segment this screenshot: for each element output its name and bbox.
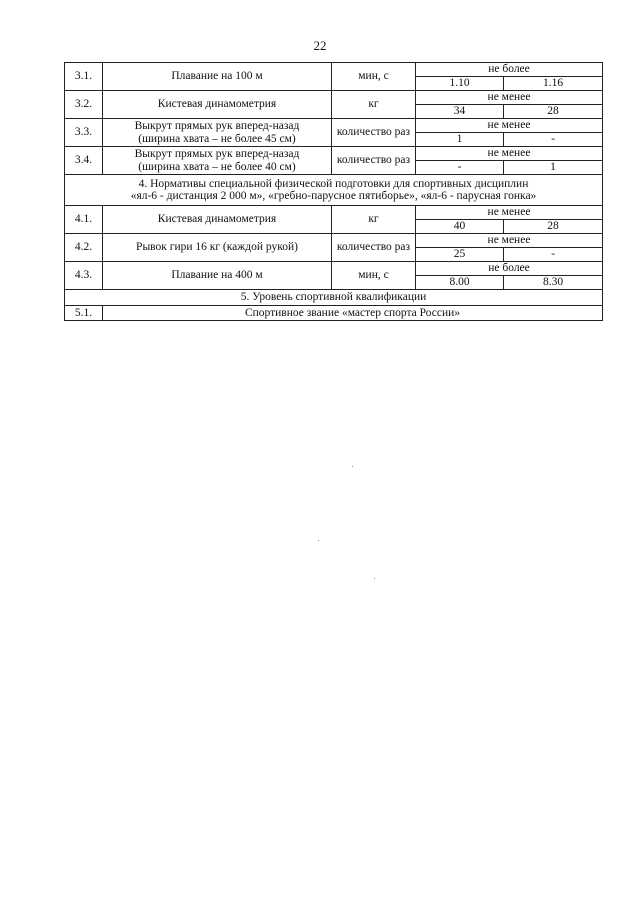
unit-cell: кг xyxy=(332,206,416,234)
table-row xyxy=(65,63,603,77)
value-cell: 34 xyxy=(416,105,504,119)
unit-cell: мин, с xyxy=(332,63,416,91)
table-row xyxy=(65,306,603,321)
qualification-text: Спортивное звание «мастер спорта России» xyxy=(103,306,603,321)
value-cell: 1.16 xyxy=(504,77,603,91)
row-number: 3.2. xyxy=(65,91,103,119)
table-row xyxy=(65,206,603,220)
exercise-name-line: (ширина хвата – не более 40 см) xyxy=(138,160,296,173)
row-number: 5.1. xyxy=(65,306,103,321)
value-cell: 1 xyxy=(416,133,504,147)
value-cell: - xyxy=(504,248,603,262)
condition-cell: не более xyxy=(416,262,603,276)
exercise-name: Рывок гири 16 кг (каждой рукой) xyxy=(103,234,332,262)
section-header-row xyxy=(65,175,603,206)
section-4-header xyxy=(65,175,603,206)
condition-cell: не более xyxy=(416,63,603,77)
exercise-name-line: Выкрут прямых рук вперед-назад xyxy=(134,148,300,161)
exercise-name xyxy=(103,147,332,175)
table-row xyxy=(65,262,603,276)
exercise-name xyxy=(103,119,332,147)
value-cell: 8.30 xyxy=(504,276,603,290)
row-number: 4.1. xyxy=(65,206,103,234)
table-row xyxy=(65,91,603,105)
row-number: 3.1. xyxy=(65,63,103,91)
unit-cell: количество раз xyxy=(332,234,416,262)
value-cell: 28 xyxy=(504,105,603,119)
section-5-header: 5. Уровень спортивной квалификации xyxy=(65,290,603,306)
row-number: 3.3. xyxy=(65,119,103,147)
condition-cell: не менее xyxy=(416,206,603,220)
unit-cell: кг xyxy=(332,91,416,119)
table-row xyxy=(65,147,603,161)
exercise-name: Плавание на 100 м xyxy=(103,63,332,91)
unit-cell: количество раз xyxy=(332,147,416,175)
value-cell: 25 xyxy=(416,248,504,262)
exercise-name: Плавание на 400 м xyxy=(103,262,332,290)
norms-table xyxy=(64,62,603,321)
section-4-line: «ял-6 - дистанция 2 000 м», «гребно-парусное пятиборье», «ял-6 - парусная гонка» xyxy=(130,190,537,202)
scan-speck xyxy=(318,540,319,541)
scan-speck xyxy=(352,466,353,467)
row-number: 3.4. xyxy=(65,147,103,175)
value-cell: 1.10 xyxy=(416,77,504,91)
table-row xyxy=(65,234,603,248)
condition-cell: не менее xyxy=(416,147,603,161)
condition-cell: не менее xyxy=(416,234,603,248)
table-row xyxy=(65,119,603,133)
exercise-name: Кистевая динамометрия xyxy=(103,91,332,119)
condition-cell: не менее xyxy=(416,119,603,133)
value-cell: - xyxy=(416,161,504,175)
exercise-name: Кистевая динамометрия xyxy=(103,206,332,234)
unit-cell: количество раз xyxy=(332,119,416,147)
page-number: 22 xyxy=(313,38,327,53)
value-cell: 28 xyxy=(504,220,603,234)
condition-cell: не менее xyxy=(416,91,603,105)
exercise-name-line: (ширина хвата – не более 45 см) xyxy=(138,132,296,145)
section-4-line: 4. Нормативы специальной физической подготовки для спортивных дисциплин xyxy=(138,177,529,190)
scan-speck xyxy=(374,578,375,579)
value-cell: - xyxy=(504,133,603,147)
row-number: 4.3. xyxy=(65,262,103,290)
value-cell: 8.00 xyxy=(416,276,504,290)
section-header-row xyxy=(65,290,603,306)
row-number: 4.2. xyxy=(65,234,103,262)
value-cell: 1 xyxy=(504,161,603,175)
unit-cell: мин, с xyxy=(332,262,416,290)
value-cell: 40 xyxy=(416,220,504,234)
exercise-name-line: Выкрут прямых рук вперед-назад xyxy=(134,120,300,133)
